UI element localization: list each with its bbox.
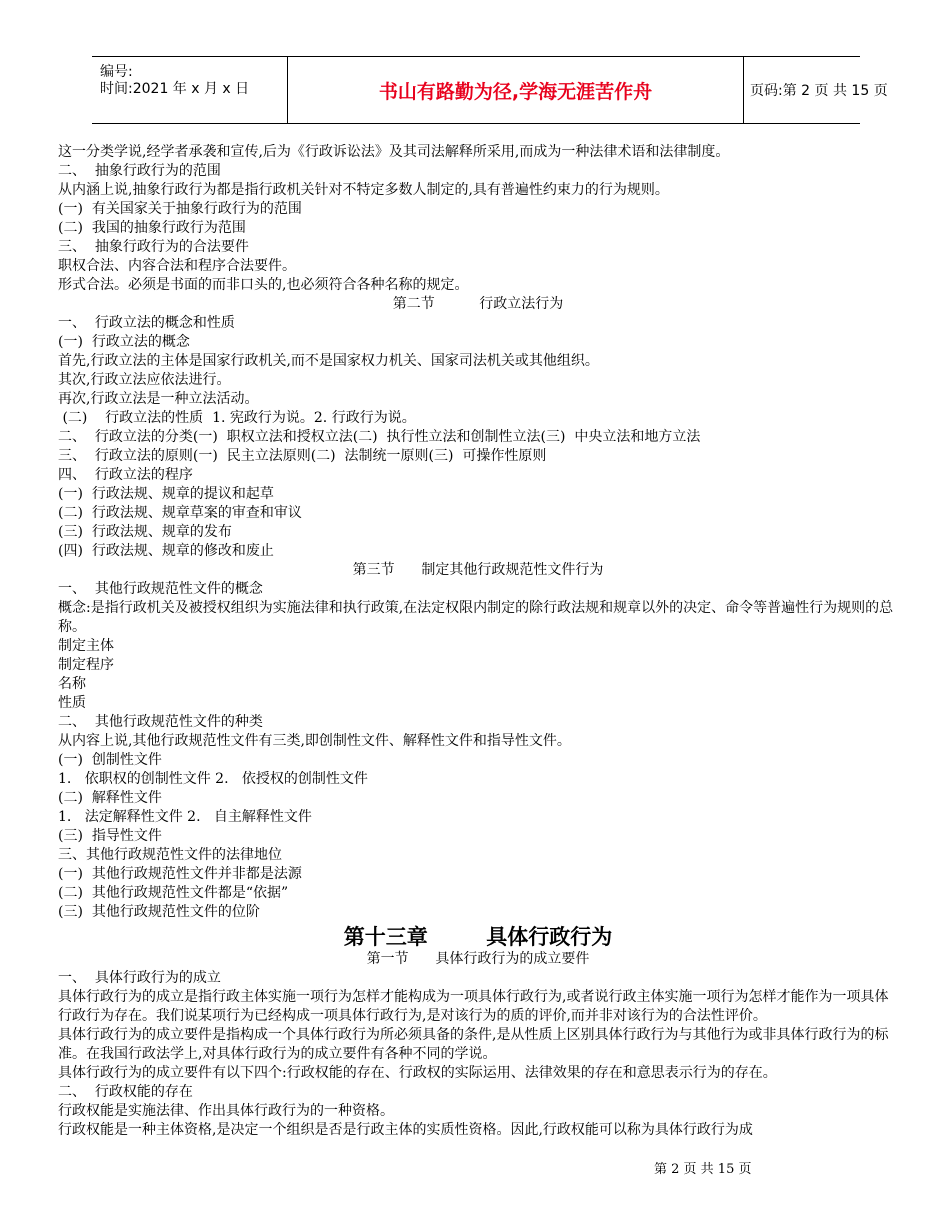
body-line: 形式合法。必须是书面的而非口头的,也必须符合各种名称的规定。 [58,277,469,293]
list-item: (二) 行政立法的性质 1. 宪政行为说。2. 行政行为说。 [58,410,416,426]
section-heading: 二、 其他行政规范性文件的种类 [58,714,263,730]
section-heading: 三、 行政立法的原则(一) 民主立法原则(二) 法制统一原则(三) 可操作性原则 [58,448,547,464]
list-item: (一) 其他行政规范性文件并非都是法源 [58,866,302,882]
body-line: 从内容上说,其他行政规范性文件有三类,即创制性文件、解释性文件和指导性文件。 [58,733,571,749]
body-line: 名称 [58,676,86,692]
list-item: 1. 法定解释性文件 2. 自主解释性文件 [58,809,312,825]
list-item: (一) 有关国家关于抽象行政行为的范围 [58,201,302,217]
section-heading: 三、其他行政规范性文件的法律地位 [58,847,282,863]
list-item: (二) 其他行政规范性文件都是“依据” [58,885,289,901]
motto-text: 书山有路勤为径,学海无涯苦作舟 [378,80,653,103]
document-body [58,143,898,1140]
document-code-label: 编号: [100,64,133,80]
body-line: 其次,行政立法应依法进行。 [58,372,231,388]
chapter-title: 第十三章 具体行政行为 [343,925,613,949]
body-line: 再次,行政立法是一种立法活动。 [58,391,259,407]
body-line: 行政权能是一种主体资格,是决定一个组织是否是行政主体的实质性资格。因此,行政权能可以称为具体行政行为成 [58,1122,753,1138]
list-item: (三) 其他行政规范性文件的位阶 [58,904,260,920]
page-code-label: 页码:第 2 页 共 15 页 [750,83,888,99]
section-heading: 一、 行政立法的概念和性质 [58,315,235,331]
document-header [92,56,888,124]
page-footer: 第 2 页 共 15 页 [654,1162,752,1177]
body-line: 具体行政行为的成立要件有以下四个:行政权能的存在、行政权的实际运用、法律效果的存在和意思表示行为的存在。 [58,1065,777,1081]
body-line: 职权合法、内容合法和程序合法要件。 [58,258,296,274]
body-paragraph: 具体行政行为的成立是指行政主体实施一项行为怎样才能构成为一项具体行政行为,或者说行政主体实施一项行为怎样才能作为一项具体行政行为存在。我们说某项行为已经构成一项具体行政行为,是对该行为的质的评价,而并非对该行为的合法性评价。 [58,989,889,1024]
header-motto-cell [287,57,744,123]
section-heading: 二、 行政权能的存在 [58,1084,193,1100]
list-item: (一) 行政立法的概念 [58,334,190,350]
section-heading: 四、 行政立法的程序 [58,467,193,483]
section-heading: 一、 其他行政规范性文件的概念 [58,581,263,597]
body-line: 从内涵上说,抽象行政行为都是指行政机关针对不特定多数人制定的,具有普遍性约束力的行为规则。 [58,182,669,198]
subsection-title: 第二节 行政立法行为 [392,296,564,312]
section-heading: 三、 抽象行政行为的合法要件 [58,239,249,255]
list-item: (四) 行政法规、规章的修改和废止 [58,543,274,559]
body-line: 制定主体 [58,638,114,654]
list-item: (二) 我国的抽象行政行为范围 [58,220,246,236]
section-heading: 二、 抽象行政行为的范围 [58,163,221,179]
list-item: (一) 创制性文件 [58,752,162,768]
subsection-title: 第一节 具体行政行为的成立要件 [366,951,590,967]
body-paragraph: 概念:是指行政机关及被授权组织为实施法律和执行政策,在法定权限内制定的除行政法规和规章以外的决定、命令等普遍性行为规则的总称。 [58,600,894,635]
section-heading: 一、 具体行政行为的成立 [58,970,221,986]
header-page-cell [742,57,888,123]
body-line: 行政权能是实施法律、作出具体行政行为的一种资格。 [58,1103,394,1119]
list-item: 1. 依职权的创制性文件 2. 依授权的创制性文件 [58,771,368,787]
list-item: (二) 解释性文件 [58,790,162,806]
body-paragraph: 具体行政行为的成立要件是指构成一个具体行政行为所必须具备的条件,是从性质上区别具体行政行为与其他行为或非具体行政行为的标准。在我国行政法学上,对具体行政行为的成立要件有各种不同的学说。 [58,1027,889,1062]
section-heading: 二、 行政立法的分类(一) 职权立法和授权立法(二) 执行性立法和创制性立法(三) 中央立法和地方立法 [58,429,701,445]
body-line: 性质 [58,695,86,711]
document-time-label: 时间:2021 年 x 月 x 日 [100,81,250,97]
body-line: 制定程序 [58,657,114,673]
list-item: (一) 行政法规、规章的提议和起草 [58,486,274,502]
body-line: 首先,行政立法的主体是国家行政机关,而不是国家权力机关、国家司法机关或其他组织。 [58,353,599,369]
subsection-title: 第三节 制定其他行政规范性文件行为 [352,562,604,578]
header-info-cell [92,57,287,123]
list-item: (二) 行政法规、规章草案的审查和审议 [58,505,302,521]
list-item: (三) 指导性文件 [58,828,162,844]
list-item: (三) 行政法规、规章的发布 [58,524,232,540]
body-line: 这一分类学说,经学者承袭和宣传,后为《行政诉讼法》及其司法解释所采用,而成为一种法律术语和法律制度。 [58,144,730,160]
